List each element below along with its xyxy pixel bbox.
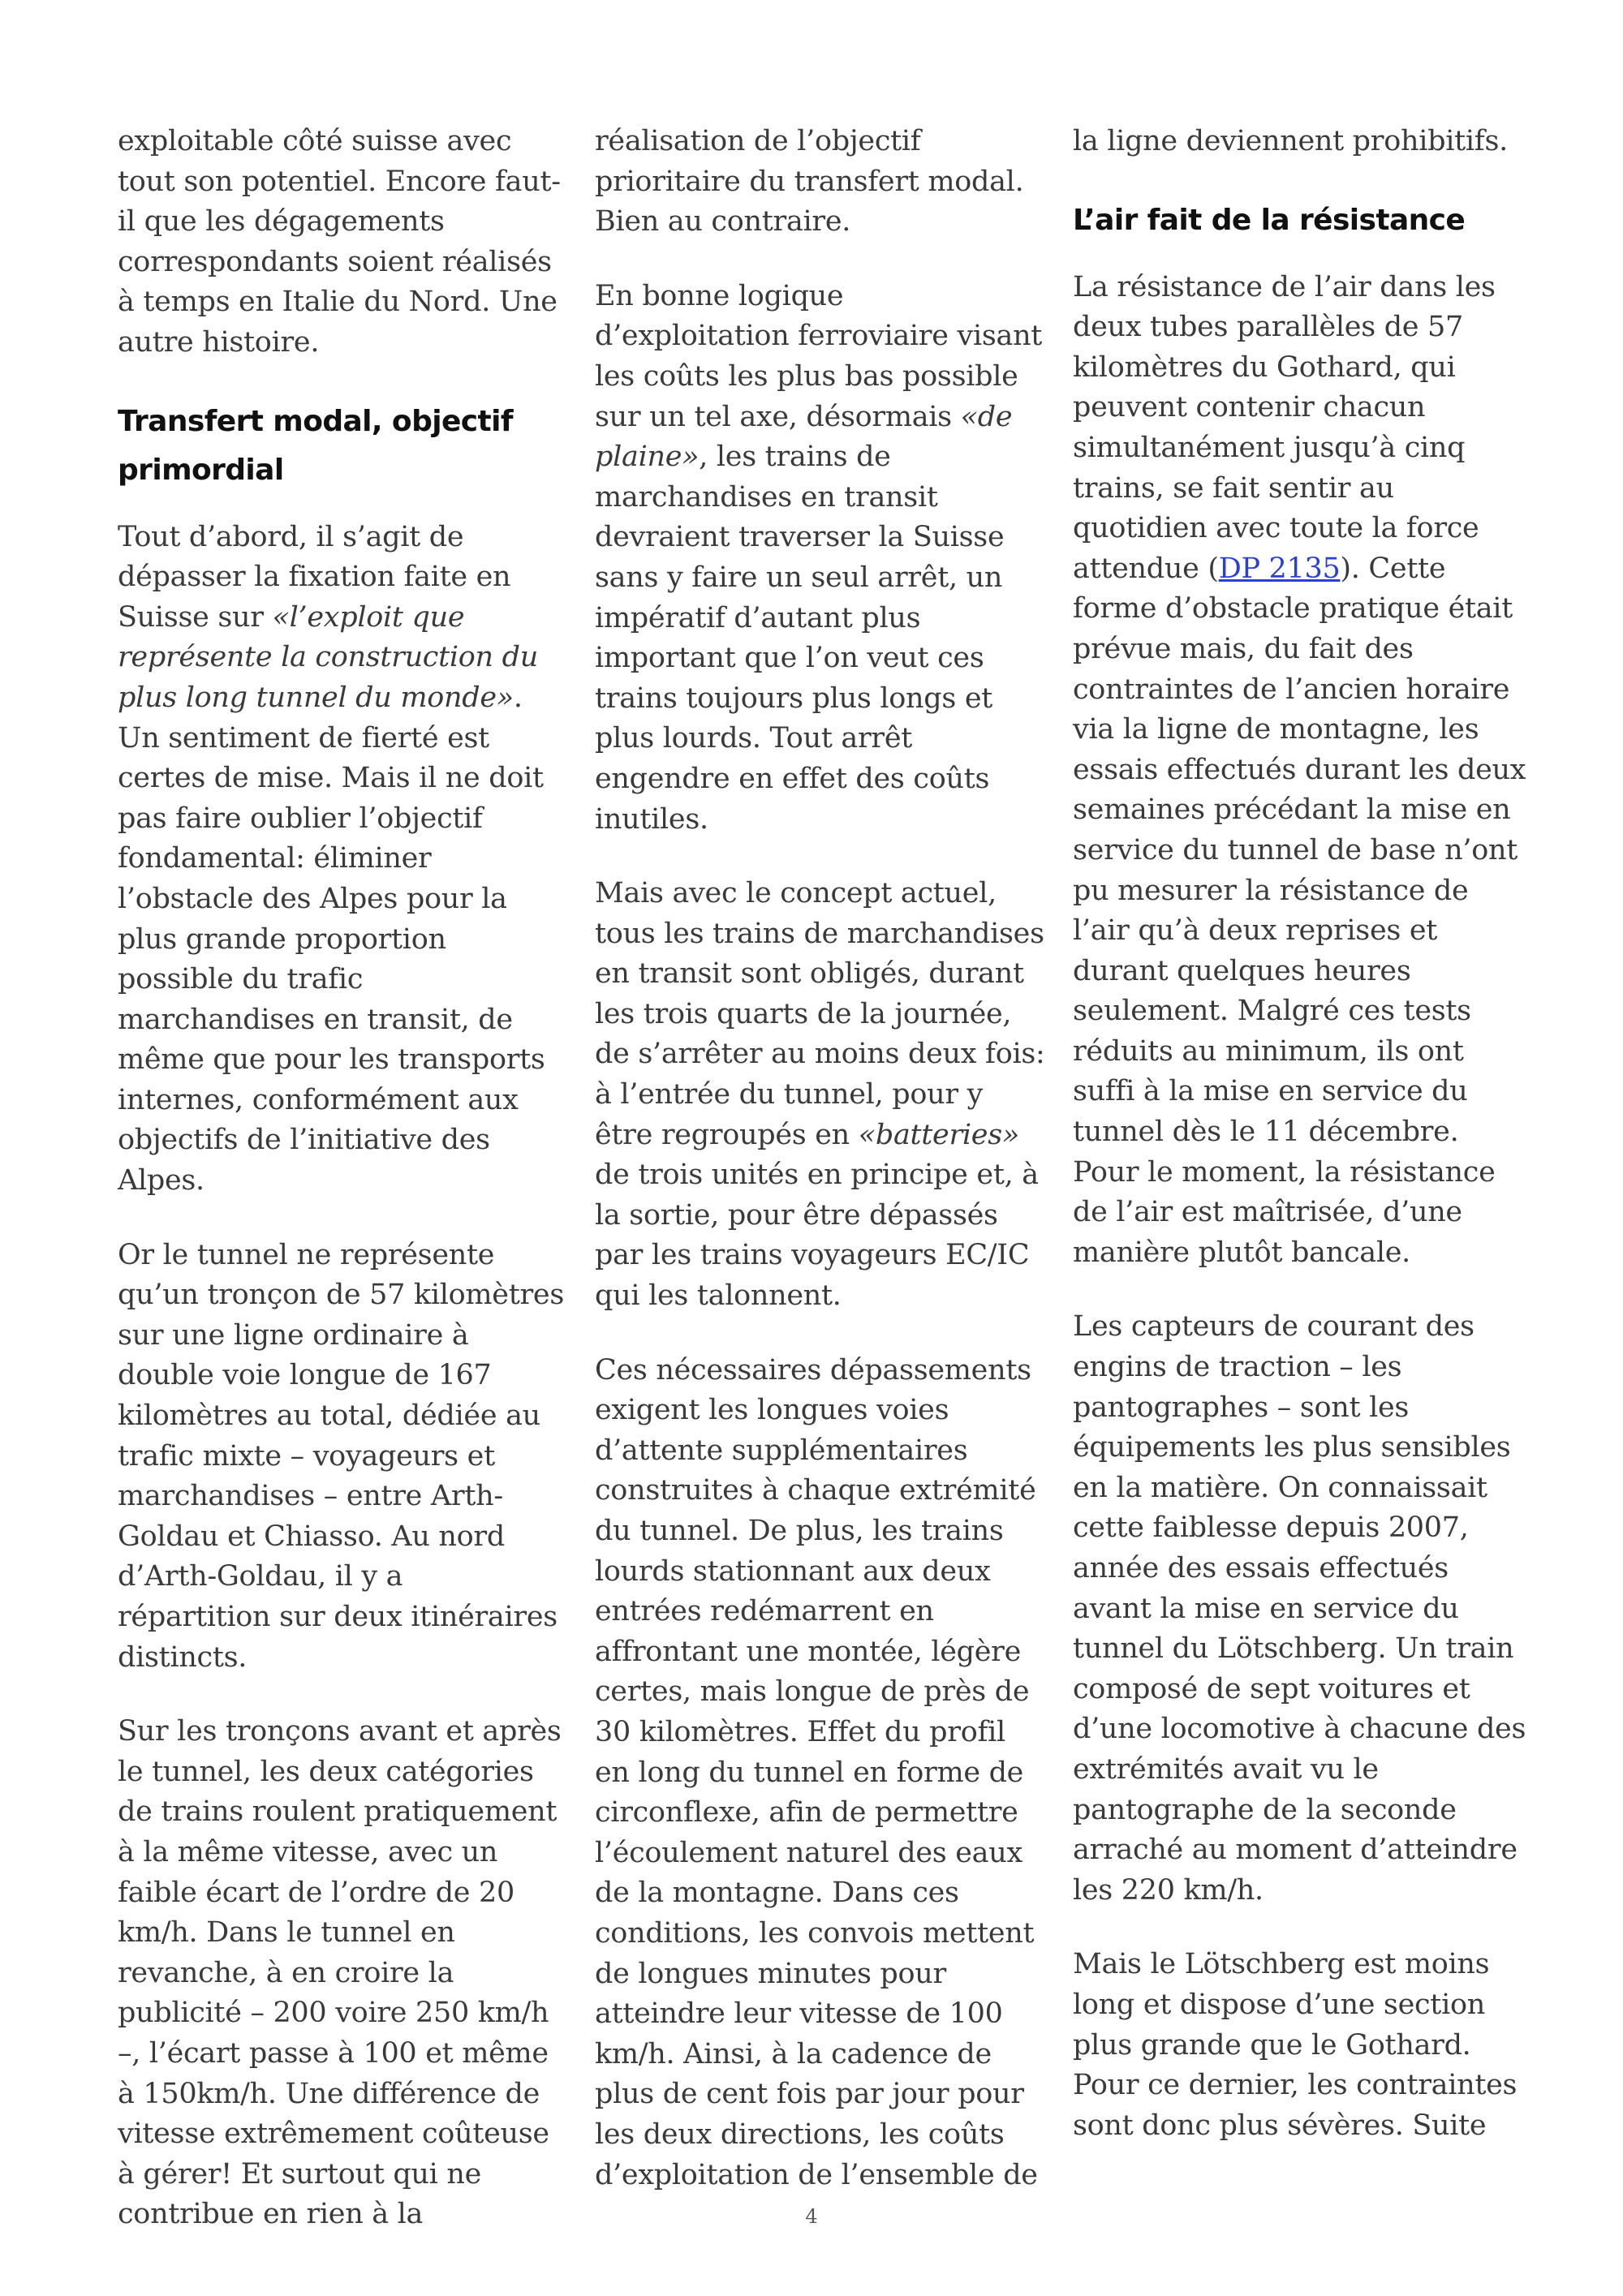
paragraph: [1073, 268, 1531, 1274]
text-column-middle: [595, 122, 1045, 2229]
italic-quote: «l’exploit que représente la construction du plus long tunnel du monde»: [118, 600, 538, 714]
section-heading: [118, 398, 564, 495]
text-run: Tout d’abord, il s’agit de dépasser la fixation faite en Suisse sur: [118, 520, 511, 634]
paragraph: [1073, 1945, 1531, 2146]
text-run: Mais avec le concept actuel, tous les trains de marchandises en transit sont obligés, durant les trois quarts de la journée, de s’arrêter au moins deux fois: à l’entrée du tunnel, pour y être regroupés en: [595, 877, 1045, 1151]
text-run: . Un sentiment de fierté est certes de mise. Mais il ne doit pas faire oublier l’objectif fondamental: éliminer l’obstacle des Alpes pour la plus grande proportion possible du trafic marchandises en transit, de même que pour les transports internes, conformément aux objectifs de l’initiative des Alpes.: [118, 681, 545, 1197]
text-run: Ces nécessaires dépassements exigent les longues voies d’attente supplémentaires construites à chaque extrémité du tunnel. De plus, les trains lourds stationnant aux deux entrées redémarrent en affrontant une montée, légère certes, mais longue de près de 30 kilomètres. Effet du profil en long du tunnel en forme de circonflexe, afin de permettre l’écoulement naturel des eaux de la montagne. Dans ces conditions, les convois mettent de longues minutes pour atteindre leur vitesse de 100 km/h. Ainsi, à la cadence de plus de cent fois par jour pour les deux directions, les coûts d’exploitation de l’ensemble de: [595, 1353, 1038, 2191]
italic-quote: «de plaine»: [595, 400, 1013, 474]
text-run: L’air fait de la résistance: [1073, 203, 1466, 237]
text-run: , les trains de marchandises en transit devraient traverser la Suisse sans y faire un seul arrêt, un impératif d’autant plus important que l’on veut ces trains toujours plus longs et plus lourds. Tout arrêt engendre en effet des coûts inutiles.: [595, 441, 1005, 836]
text-run: Les capteurs de courant des engins de traction – les pantographes – sont les équipements les plus sensibles en la matière. On connaissait cette faiblesse depuis 2007, année des essais effectués avant la mise en service du tunnel du Lötschberg. Un train composé de sept voitures et d’une locomotive à chacune des extrémités avait vu le pantographe de la seconde arraché au moment d’atteindre les 220 km/h.: [1073, 1310, 1526, 1907]
text-run: réalisation de l’objectif prioritaire du transfert modal. Bien au contraire.: [595, 125, 1024, 239]
paragraph: [595, 874, 1045, 1317]
text-run: de trois unités en principe et, à la sortie, pour être dépassés par les trains voyageurs EC/IC qui les talonnent.: [595, 1159, 1039, 1313]
text-run: exploitable côté suisse avec tout son potentiel. Encore faut-il que les dégagements correspondants soient réalisés à temps en Italie du Nord. Une autre histoire.: [118, 125, 561, 359]
text-run: Mais le Lötschberg est moins long et dispose d’une section plus grande que le Gothard. Pour ce dernier, les contraintes sont donc plus sévères. Suite: [1073, 1948, 1518, 2142]
text-run: Sur les tronçons avant et après le tunnel, les deux catégories de trains roulent pratiquement à la même vitesse, avec un faible écart de l’ordre de 20 km/h. Dans le tunnel en revanche, à en croire la publicité – 200 voire 250 km/h –, l’écart passe à 100 et même à 150km/h. Une différence de vitesse extrêmement coûteuse à gérer! Et surtout qui ne contribue en rien à la: [118, 1715, 562, 2231]
text-run: La résistance de l’air dans les deux tubes parallèles de 57 kilomètres du Gothard, qui peuvent contenir chacun simultanément jusqu’à cinq trains, se fait sentir au quotidien avec toute la force attendue (: [1073, 270, 1496, 585]
paragraph: [118, 1712, 564, 2235]
text-column-right: [1073, 122, 1531, 2180]
text-run: Or le tunnel ne représente qu’un tronçon de 57 kilomètres sur une ligne ordinaire à double voie longue de 167 kilomètres au total, dédiée au trafic mixte – voyageurs et marchandises – entre Arth-Goldau et Chiasso. Au nord d’Arth-Goldau, il y a répartition sur deux itinéraires distincts.: [118, 1238, 564, 1674]
text-run: En bonne logique d’exploitation ferroviaire visant les coûts les plus bas possible sur un tel axe, désormais: [595, 279, 1043, 433]
reference-link[interactable]: DP 2135: [1218, 552, 1341, 585]
section-heading: [1073, 196, 1531, 245]
text-run: ). Cette forme d’obstacle pratique était prévue mais, du fait des contraintes de l’ancien horaire via la ligne de montagne, les essais effectués durant les deux semaines précédant la mise en service du tunnel de base n’ont pu mesurer la résistance de l’air qu’à deux reprises et durant quelques heures seulement. Malgré ces tests réduits au minimum, ils ont suffi à la mise en service du tunnel dès le 11 décembre. Pour le moment, la résistance de l’air est maîtrisée, d’une manière plutôt bancale.: [1073, 552, 1526, 1269]
paragraph: [118, 518, 564, 1202]
text-column-left: [118, 122, 564, 2269]
italic-quote: «batteries»: [858, 1118, 1019, 1151]
paragraph: [595, 122, 1045, 243]
paragraph: [595, 1351, 1045, 2195]
paragraph: [1073, 122, 1531, 162]
paragraph: [1073, 1307, 1531, 1911]
paragraph: [118, 122, 564, 363]
text-run: Transfert modal, objectif primordial: [118, 404, 513, 487]
paragraph: [118, 1236, 564, 1679]
page-number: 4: [805, 2205, 818, 2228]
paragraph: [595, 277, 1045, 840]
text-run: la ligne deviennent prohibitifs.: [1073, 125, 1508, 157]
